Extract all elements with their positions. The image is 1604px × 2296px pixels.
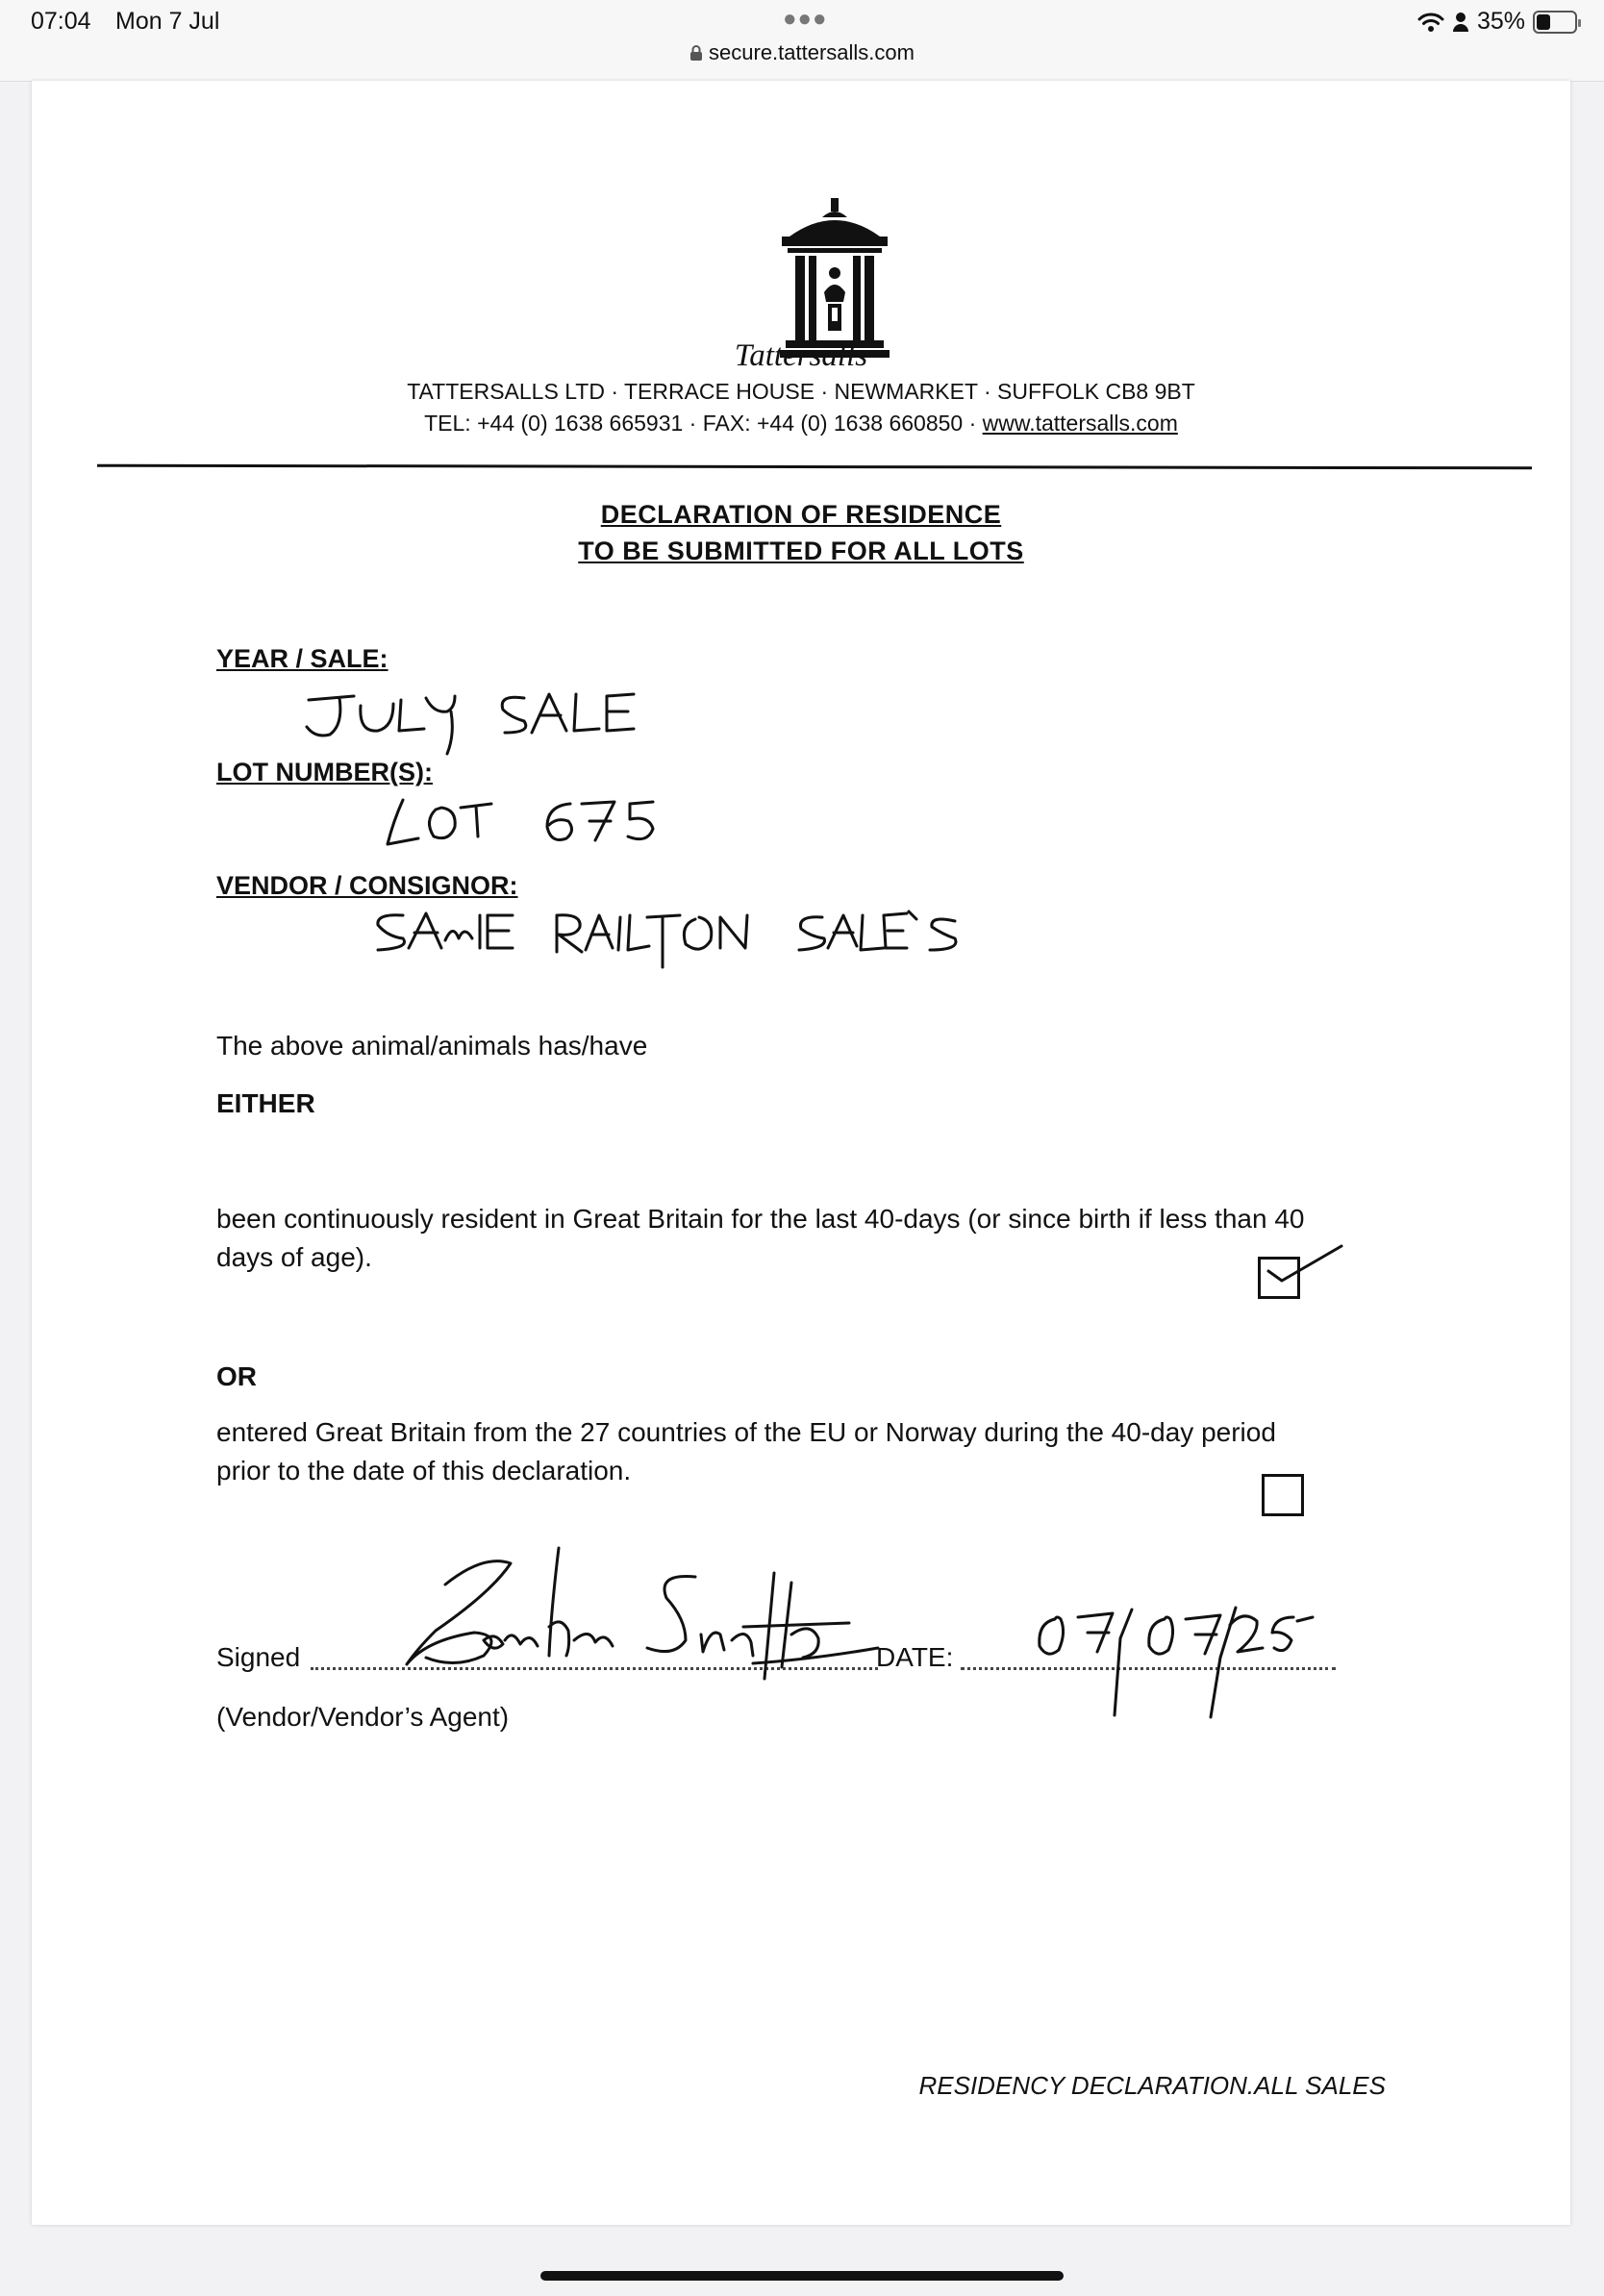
option2-line1: entered Great Britain from the 27 countries of the EU or Norway during the 40-day period <box>216 1417 1276 1447</box>
address-bar[interactable] <box>0 40 1604 65</box>
or-label: OR <box>216 1361 257 1391</box>
either-label: EITHER <box>216 1088 315 1118</box>
document-page <box>32 81 1570 2225</box>
handwritten-year-sale <box>301 686 686 773</box>
status-date: Mon 7 Jul <box>115 8 220 35</box>
option2-line2: prior to the date of this declaration. <box>216 1456 632 1485</box>
document-subtitle: TO BE SUBMITTED FOR ALL LOTS <box>578 537 1024 565</box>
multitasking-dots-icon[interactable]: ●●● <box>783 6 828 32</box>
handwritten-vendor <box>368 906 1022 983</box>
year-sale-label: YEAR / SALE: <box>216 644 388 673</box>
home-indicator[interactable] <box>540 2271 1064 2281</box>
person-icon <box>1452 12 1469 33</box>
handwritten-date <box>1032 1600 1340 1725</box>
lot-numbers-label: LOT NUMBER(S): <box>216 758 433 786</box>
lock-icon <box>689 44 703 62</box>
wifi-icon <box>1417 12 1444 33</box>
option2-checkbox[interactable] <box>1262 1474 1304 1516</box>
vendor-agent-label: (Vendor/Vendor’s Agent) <box>216 1702 510 1732</box>
option1-line2: days of age). <box>216 1242 372 1272</box>
handwritten-lot <box>378 792 705 869</box>
contact-numbers: TEL: +44 (0) 1638 665931 · FAX: +44 (0) 1638 660850 · <box>424 411 983 436</box>
address-line-1: TATTERSALLS LTD · TERRACE HOUSE · NEWMARKET · SUFFOLK CB8 9BT <box>407 379 1195 404</box>
option1-line1: been continuously resident in Great Britain for the last 40-days (or since birth if less than 40 <box>216 1204 1305 1234</box>
signed-label: Signed <box>216 1642 301 1672</box>
document-footer: RESIDENCY DECLARATION.ALL SALES <box>918 2071 1386 2100</box>
website-link[interactable]: www.tattersalls.com <box>982 411 1178 436</box>
checkmark-icon <box>1263 1240 1349 1298</box>
status-bar <box>0 0 1604 82</box>
document-title: DECLARATION OF RESIDENCE <box>600 500 1002 529</box>
url-text: secure.tattersalls.com <box>709 40 915 64</box>
battery-icon <box>1533 11 1577 34</box>
status-time: 07:04 <box>31 8 91 35</box>
brand-name: Tattersalls <box>734 338 868 373</box>
battery-percentage: 35% <box>1476 8 1525 35</box>
date-label: DATE: <box>876 1642 954 1672</box>
status-right <box>1417 8 1577 36</box>
header-divider <box>97 464 1532 470</box>
address-line-2 <box>32 411 1570 437</box>
vendor-label: VENDOR / CONSIGNOR: <box>216 871 518 900</box>
intro-text: The above animal/animals has/have <box>216 1031 648 1061</box>
signature-mark <box>368 1535 907 1688</box>
